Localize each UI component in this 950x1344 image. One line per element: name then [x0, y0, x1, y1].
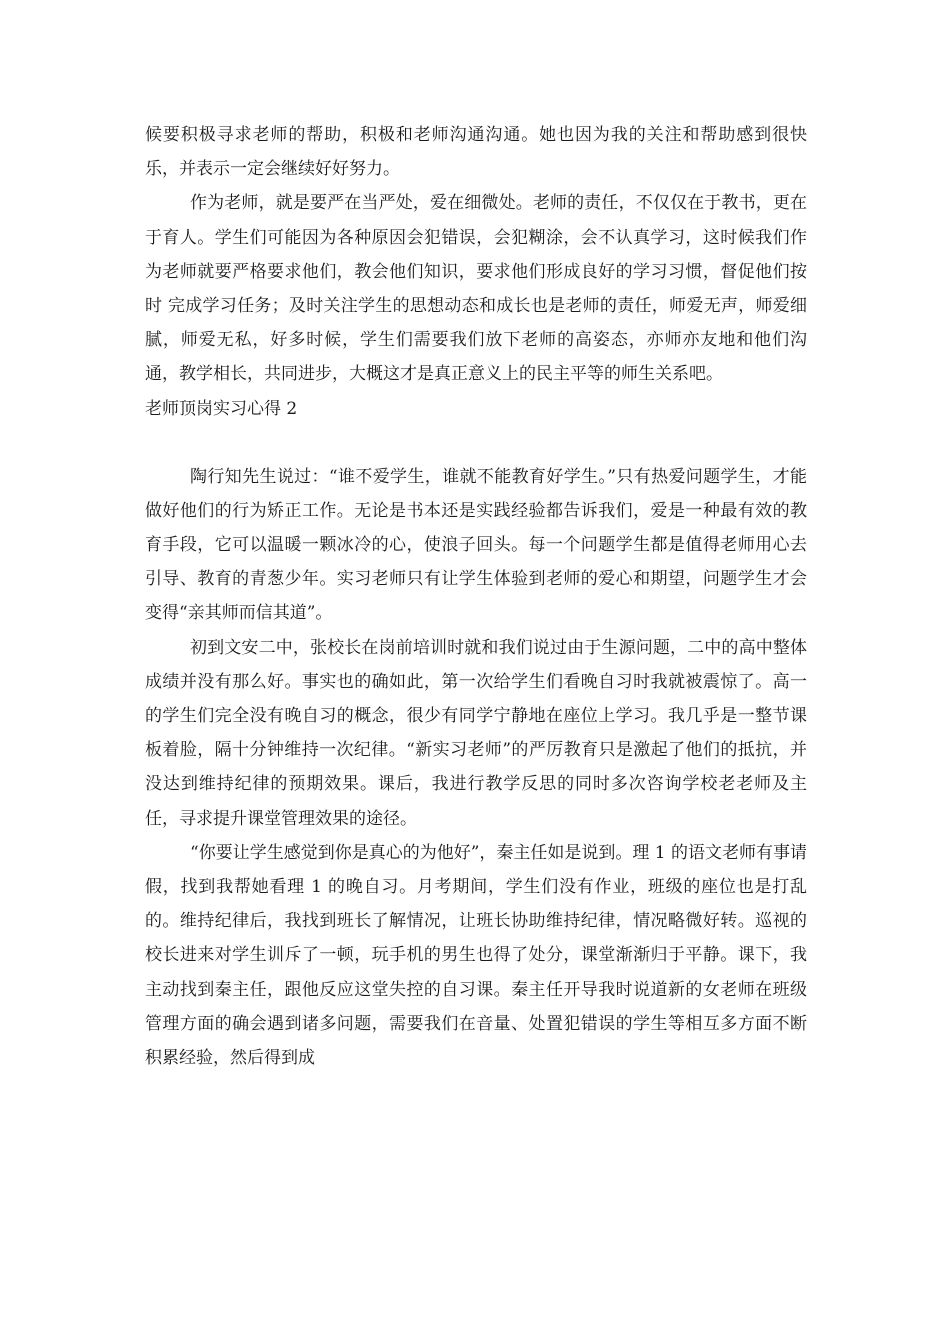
paragraph-1: 候要积极寻求老师的帮助，积极和老师沟通沟通。她也因为我的关注和帮助感到很快乐，并表示一定会继续好好努力。	[145, 125, 807, 180]
paragraph-4: 初到文安二中，张校长在岗前培训时就和我们说过由于生源问题，二中的高中整体成绩并没有那么好。事实也的确如此，第一次给学生们看晚自习时我就被震惊了。高一的学生们完全没有晚自习的概念，很少有同学宁静地在座位上学习。我几乎是一整节课板着脸，隔十分钟维持一次纪律。“新实习老师”的严厉教育只是激起了他们的抵抗，并没达到维持纪律的预期效果。课后，我进行教学反思的同时多次咨询学校老老师及主任，寻求提升课堂管理效果的途径。	[145, 637, 807, 829]
document-body	[145, 118, 807, 1075]
section-heading: 老师顶岗实习心得 2	[145, 398, 298, 419]
section-gap	[145, 426, 807, 460]
paragraph-5: “你要让学生感觉到你是真心的为他好”，秦主任如是说到。理 1 的语文老师有事请假，找到我帮她看理 1 的晚自习。月考期间，学生们没有作业，班级的座位也是打乱的。维持纪律后，我找到班长了解情况，让班长协助维持纪律，情况略微好转。巡视的校长进来对学生训斥了一顿，玩手机的男生也得了处分，课堂渐渐归于平静。课下，我主动找到秦主任，跟他反应这堂失控的自习课。秦主任开导我时说道新的女老师在班级管理方面的确会遇到诸多问题，需要我们在音量、处置犯错误的学生等相互多方面不断积累经验，然后得到成	[145, 842, 808, 1069]
paragraph-3: 陶行知先生说过：“谁不爱学生，谁就不能教育好学生。”只有热爱问题学生，才能做好他们的行为矫正工作。无论是书本还是实践经验都告诉我们，爱是一种最有效的教育手段，它可以温暖一颗冰冷的心，使浪子回头。每一个问题学生都是值得老师用心去引导、教育的青葱少年。实习老师只有让学生体验到老师的爱心和期望，问题学生才会变得“亲其师而信其道”。	[145, 466, 807, 624]
paragraph-2: 作为老师，就是要严在当严处，爱在细微处。老师的责任，不仅仅在于教书，更在于育人。学生们可能因为各种原因会犯错误，会犯糊涂，会不认真学习，这时候我们作为老师就要严格要求他们，教会他们知识，要求他们形成良好的学习习惯，督促他们按时 完成学习任务；及时关注学生的思想动态和成长也是老师的责任，师爱无声，师爱细腻，师爱无私，好多时候，学生们需要我们放下老师的高姿态，亦师亦友地和他们沟通，教学相长，共同进步，大概这才是真正意义上的民主平等的师生关系吧。	[145, 193, 807, 385]
